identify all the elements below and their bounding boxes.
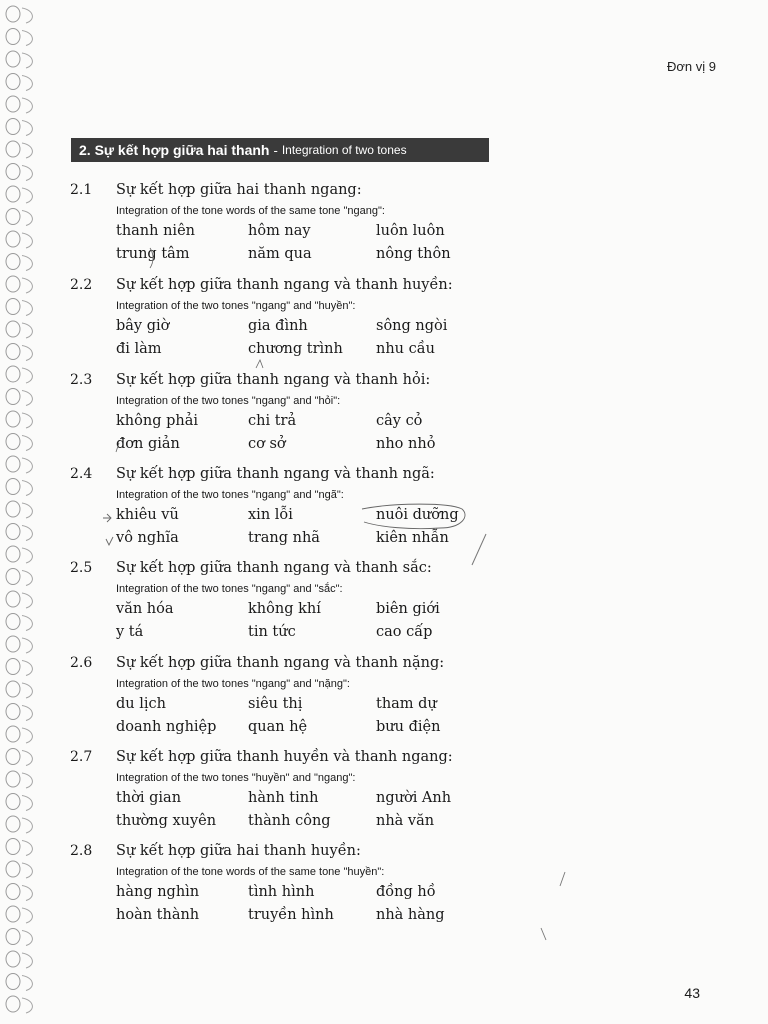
word: văn hóa [116, 601, 174, 617]
word: luôn luôn [376, 223, 445, 239]
binding-ring [6, 344, 32, 361]
binding-ring [6, 479, 32, 496]
binding-ring [6, 659, 32, 676]
binding-ring [6, 794, 32, 811]
binding-ring [6, 366, 32, 383]
subsection-number: 2.4 [70, 466, 93, 482]
binding-ring [6, 254, 32, 271]
binding-ring [6, 434, 32, 451]
binding-ring [6, 861, 32, 878]
binding-ring [6, 321, 32, 338]
subsection-description: Integration of the tone words of the same tone "ngang": [116, 205, 385, 217]
pencil-arrow-mark [103, 514, 111, 522]
word: trung tâm [116, 246, 190, 262]
word: nhu cầu [376, 341, 435, 357]
word: khiêu vũ [116, 507, 179, 523]
section-title: 2. Sự kết hợp giữa hai thanh [79, 142, 270, 158]
binding-ring [6, 74, 32, 91]
word: thành công [248, 813, 331, 829]
word: người Anh [376, 790, 452, 806]
word-row [116, 622, 476, 645]
pencil-stroke-mark [541, 928, 546, 940]
word: nho nhỏ [376, 436, 436, 452]
subsection-title: Sự kết hợp giữa hai thanh ngang: [116, 182, 362, 198]
binding-ring [6, 51, 32, 68]
binding-ring [6, 209, 32, 226]
word: kiên nhẫn [376, 530, 449, 546]
binding-ring [6, 974, 32, 991]
word: biên giới [376, 601, 440, 617]
binding-ring [6, 771, 32, 788]
binding-ring [6, 389, 32, 406]
word: năm qua [248, 246, 312, 262]
binding-ring [6, 231, 32, 248]
word: hoàn thành [116, 907, 200, 923]
binding-ring [6, 141, 32, 158]
word: đi làm [116, 341, 162, 357]
word-row [116, 882, 476, 905]
word: y tá [116, 624, 144, 640]
word: đồng hồ [376, 884, 436, 900]
word-row [116, 316, 476, 339]
word-row [116, 434, 476, 457]
subsection-number: 2.1 [70, 182, 93, 198]
binding-ring [6, 501, 32, 518]
word-row [116, 788, 476, 811]
word-grid [116, 599, 476, 645]
word: chương trình [248, 341, 343, 357]
word: nông thôn [376, 246, 451, 262]
subsection-number: 2.6 [70, 655, 93, 671]
binding-ring [6, 726, 32, 743]
binding-ring [6, 996, 32, 1013]
subsection-description: Integration of the two tones "ngang" and "ngã": [116, 489, 344, 501]
binding-ring [6, 164, 32, 181]
binding-ring [6, 929, 32, 946]
binding-ring [6, 524, 32, 541]
word: hôm nay [248, 223, 311, 239]
word-row [116, 221, 476, 244]
word: cao cấp [376, 624, 433, 640]
binding-ring [6, 839, 32, 856]
word: chi trả [248, 413, 297, 429]
subsection-number: 2.7 [70, 749, 93, 765]
subsection-title: Sự kết hợp giữa thanh ngang và thanh ngã: [116, 466, 435, 482]
word-row [116, 244, 476, 267]
binding-ring [6, 704, 32, 721]
subsection-description: Integration of the two tones "ngang" and "hỏi": [116, 395, 341, 407]
word: cây cỏ [376, 413, 423, 429]
word: sông ngòi [376, 318, 448, 334]
word: hàng nghìn [116, 884, 200, 900]
word: không phải [116, 413, 198, 429]
word: nhà văn [376, 813, 435, 829]
pencil-check-mark [106, 537, 113, 545]
word: gia đình [248, 318, 308, 334]
spiral-binding [0, 0, 52, 1024]
binding-ring [6, 186, 32, 203]
binding-ring [6, 681, 32, 698]
word-row [116, 411, 476, 434]
subsection-title: Sự kết hợp giữa thanh ngang và thanh huyền: [116, 277, 453, 293]
word: thời gian [116, 790, 182, 806]
binding-ring [6, 749, 32, 766]
binding-ring [6, 96, 32, 113]
binding-ring [6, 456, 32, 473]
word-grid [116, 505, 476, 551]
subsection-title: Sự kết hợp giữa thanh ngang và thanh nặng: [116, 655, 445, 671]
word: cơ sở [248, 436, 286, 452]
word: bây giờ [116, 318, 170, 334]
unit-label: Đơn vị 9 [667, 59, 716, 74]
word: trang nhã [248, 530, 320, 546]
word: xin lỗi [248, 507, 293, 523]
word: tin tức [248, 624, 296, 640]
word: siêu thị [248, 696, 303, 712]
subsection-number: 2.3 [70, 372, 93, 388]
word: doanh nghiệp [116, 719, 217, 735]
section-subtitle: Integration of two tones [281, 143, 407, 157]
word-grid [116, 882, 476, 928]
word-grid [116, 316, 476, 362]
binding-ring [6, 546, 32, 563]
word: truyền hình [248, 907, 334, 923]
binding-ring [6, 29, 32, 46]
subsection-description: Integration of the two tones "huyền" and "ngang": [116, 772, 356, 784]
subsection-description: Integration of the two tones "ngang" and "huyền": [116, 300, 356, 312]
binding-ring [6, 591, 32, 608]
binding-ring [6, 276, 32, 293]
word-row [116, 694, 476, 717]
word: tình hình [248, 884, 315, 900]
word: thường xuyên [116, 813, 217, 829]
word-row [116, 717, 476, 740]
word-grid [116, 411, 476, 457]
word: hành tinh [248, 790, 319, 806]
subsection-number: 2.8 [70, 843, 93, 859]
section-separator: - [273, 142, 278, 158]
binding-ring [6, 614, 32, 631]
word: không khí [248, 601, 321, 617]
subsection-title: Sự kết hợp giữa hai thanh huyền: [116, 843, 361, 859]
subsection-title: Sự kết hợp giữa thanh huyền và thanh ngang: [116, 749, 453, 765]
word: du lịch [116, 696, 166, 712]
word: đơn giản [116, 436, 180, 452]
word: quan hệ [248, 719, 308, 735]
subsection-description: Integration of the tone words of the same tone "huyền": [116, 866, 385, 878]
word: nhà hàng [376, 907, 445, 923]
binding-ring [6, 951, 32, 968]
binding-ring [6, 636, 32, 653]
word: vô nghĩa [116, 530, 179, 546]
subsection-title: Sự kết hợp giữa thanh ngang và thanh hỏi: [116, 372, 431, 388]
subsection-description: Integration of the two tones "ngang" and "sắc": [116, 583, 343, 595]
subsection-number: 2.2 [70, 277, 93, 293]
binding-ring [6, 411, 32, 428]
word-row [116, 528, 476, 551]
pencil-stroke-mark [560, 872, 565, 886]
subsection-number: 2.5 [70, 560, 93, 576]
word-row [116, 599, 476, 622]
word: bưu điện [376, 719, 441, 735]
subsection-title: Sự kết hợp giữa thanh ngang và thanh sắc: [116, 560, 432, 576]
word-row [116, 811, 476, 834]
subsection-description: Integration of the two tones "ngang" and "nặng": [116, 678, 350, 690]
word: tham dự [376, 696, 437, 712]
word-row [116, 905, 476, 928]
word: thanh niên [116, 223, 195, 239]
binding-ring [6, 299, 32, 316]
binding-ring [6, 119, 32, 136]
binding-ring [6, 569, 32, 586]
word-grid [116, 694, 476, 740]
binding-ring [6, 906, 32, 923]
word-row [116, 339, 476, 362]
binding-ring [6, 884, 32, 901]
page-number: 43 [684, 985, 700, 1001]
binding-ring [6, 816, 32, 833]
section-header [71, 138, 489, 162]
word-grid [116, 788, 476, 834]
binding-ring [6, 6, 32, 23]
word-grid [116, 221, 476, 267]
word: nuôi dưỡng [376, 507, 459, 523]
word-row [116, 505, 476, 528]
